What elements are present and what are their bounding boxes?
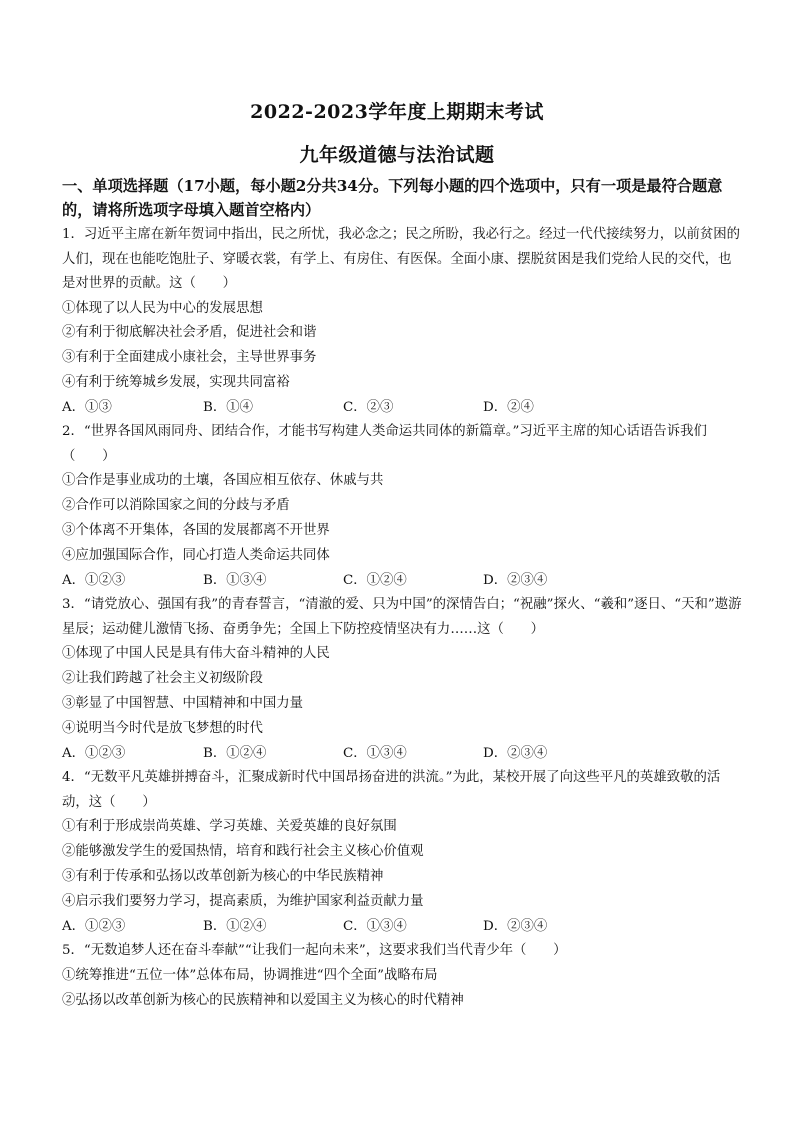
question-2 (62, 420, 744, 593)
answer-choice-b: B．①③④ (203, 572, 267, 588)
answer-choice-d: D．②③④ (483, 918, 548, 934)
question-5 (62, 939, 744, 1013)
question-option: ①有利于形成崇尚英雄、学习英雄、关爱英雄的良好氛围 (62, 819, 397, 835)
question-stem: 3．“请党放心、强国有我”的青春誓言，“清澈的爱、只为中国”的深情告白；“祝融”探火、“羲和”逐日、“天和”遨游星辰；运动健儿激情飞扬、奋勇争先；全国上下防控疫情坚决有力……这（ ） (62, 597, 742, 637)
answer-choice-c: C．②③ (343, 399, 394, 415)
question-option: ①体现了中国人民是具有伟大奋斗精神的人民 (62, 646, 330, 662)
answer-choice-d: D．②③④ (483, 745, 548, 761)
answer-choice-d: D．②④ (483, 399, 534, 415)
section-heading: 一、单项选择题（17小题，每小题2分共34分。下列每小题的四个选项中，只有一项是最符合题意的，请将所选项字母填入题首空格内） (62, 177, 723, 219)
question-stem: 2．“世界各国风雨同舟、团结合作，才能书写构建人类命运共同体的新篇章。”习近平主席的知心话语告诉我们（ ） (62, 424, 707, 464)
answer-choices (62, 569, 744, 594)
answer-choices (62, 742, 744, 767)
question-option: ②合作可以消除国家之间的分歧与矛盾 (62, 498, 290, 514)
question-stem: 1．习近平主席在新年贺词中指出，民之所忧，我必念之；民之所盼，我必行之。经过一代代接续努力，以前贫困的人们，现在也能吃饱肚子、穿暖衣裳，有学上、有房住、有医保。全面小康、摆脱贫困是我们党给人民的交代，也是对世界的贡献。这（ ） (62, 227, 741, 291)
question-option: ②能够激发学生的爱国热情，培育和践行社会主义核心价值观 (62, 844, 424, 860)
question-option: ①统筹推进“五位一体”总体布局，协调推进“四个全面”战略布局 (62, 967, 438, 983)
question-stem: 4．“无数平凡英雄拼搏奋斗，汇聚成新时代中国昂扬奋进的洪流。”为此，某校开展了向这些平凡的英雄致敬的活动，这（ ） (62, 770, 721, 810)
question-option: ④有利于统筹城乡发展，实现共同富裕 (62, 374, 290, 390)
answer-choice-a: A．①②③ (62, 918, 126, 934)
exam-title: 2022-2023学年度上期期末考试 (250, 101, 544, 123)
answer-choice-c: C．①③④ (343, 745, 407, 761)
answer-choice-b: B．①④ (203, 399, 254, 415)
question-option: ①体现了以人民为中心的发展思想 (62, 300, 263, 316)
question-1 (62, 223, 744, 420)
answer-choice-c: C．①③④ (343, 918, 407, 934)
question-option: ③彰显了中国智慧、中国精神和中国力量 (62, 696, 304, 712)
question-option: ①合作是事业成功的土壤，各国应相互依存、休戚与共 (62, 473, 384, 489)
question-option: ②弘扬以改革创新为核心的民族精神和以爱国主义为核心的时代精神 (62, 992, 464, 1008)
question-option: ②让我们跨越了社会主义初级阶段 (62, 671, 263, 687)
answer-choice-b: B．①②④ (203, 918, 267, 934)
question-option: ④启示我们要努力学习，提高素质，为维护国家利益贡献力量 (62, 893, 424, 909)
answer-choice-a: A．①③ (62, 399, 112, 415)
answer-choices (62, 396, 744, 421)
question-option: ②有利于彻底解决社会矛盾，促进社会和谐 (62, 325, 317, 341)
question-option: ③有利于全面建成小康社会，主导世界事务 (62, 350, 317, 366)
question-option: ④应加强国际合作，同心打造人类命运共同体 (62, 547, 330, 563)
answer-choice-a: A．①②③ (62, 745, 126, 761)
question-stem: 5．“无数追梦人还在奋斗奉献”“让我们一起向未来”，这要求我们当代青少年（ ） (62, 943, 567, 959)
question-option: ③个体离不开集体，各国的发展都离不开世界 (62, 523, 330, 539)
answer-choice-c: C．①②④ (343, 572, 407, 588)
answer-choices (62, 915, 744, 940)
question-option: ③有利于传承和弘扬以改革创新为核心的中华民族精神 (62, 869, 384, 885)
question-3 (62, 593, 744, 766)
question-list (62, 223, 744, 1014)
question-4 (62, 766, 744, 939)
question-option: ④说明当今时代是放飞梦想的时代 (62, 720, 263, 736)
exam-subtitle: 九年级道德与法治试题 (299, 144, 495, 166)
answer-choice-b: B．①②④ (203, 745, 267, 761)
answer-choice-a: A．①②③ (62, 572, 126, 588)
answer-choice-d: D．②③④ (483, 572, 548, 588)
